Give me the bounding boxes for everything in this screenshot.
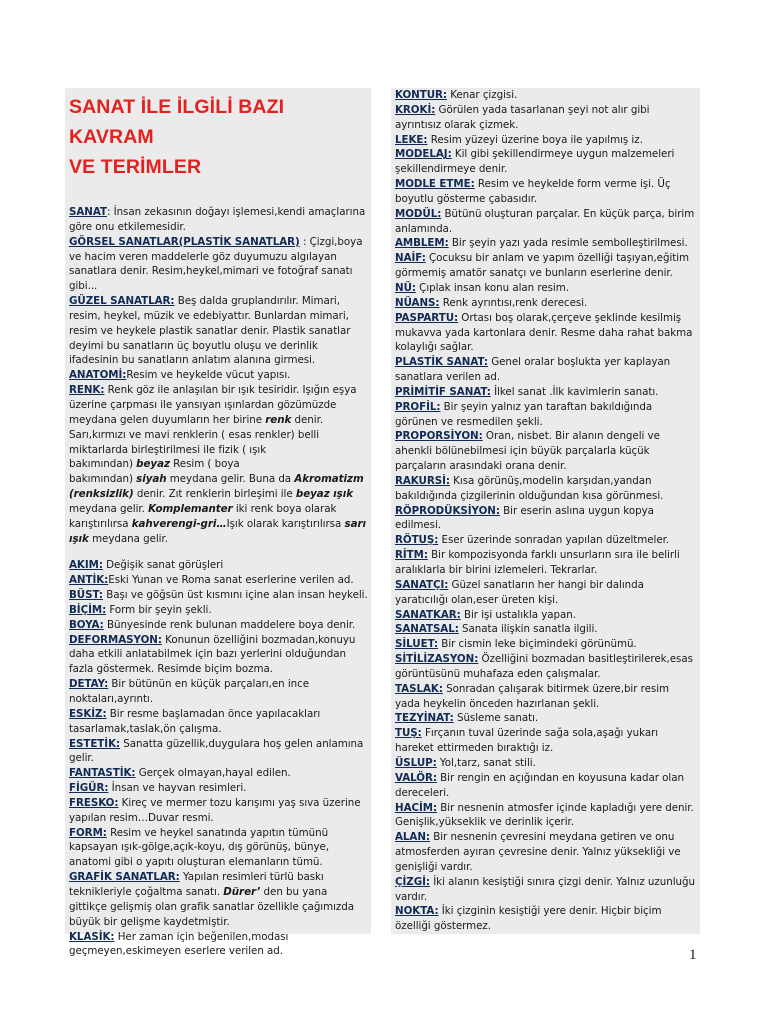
definition: Sanata ilişkin sanatla ilgili. bbox=[458, 623, 598, 636]
definition: Sanatta güzellik,duygulara hoş gelen anlamına gelir. bbox=[69, 737, 364, 765]
text: Işık olarak karıştırılırsa bbox=[226, 517, 345, 530]
glossary-entry bbox=[395, 622, 697, 637]
title-line-1: SANAT İLE İLGİLİ BAZI KAVRAM bbox=[69, 96, 285, 148]
definition: Resim ve heykelde vücut yapısı. bbox=[126, 369, 291, 382]
term: MODELAJ: bbox=[395, 148, 452, 161]
glossary-entry bbox=[395, 652, 697, 682]
definition: İlkel sanat .İlk kavimlerin sanatı. bbox=[490, 385, 659, 398]
glossary-entry-anatomi bbox=[69, 368, 368, 383]
term: ÇİZGİ: bbox=[395, 875, 430, 888]
term: FORM: bbox=[69, 826, 107, 839]
definition: Bir cismin leke biçimindeki görünümü. bbox=[438, 638, 637, 651]
page-number: 1 bbox=[689, 947, 697, 963]
definition: Bir bütünün en küçük parçaları,en ince noktaları,ayrıntı. bbox=[69, 678, 310, 705]
text: meydana gelir. Buna da bbox=[166, 473, 295, 486]
term: RÖTUŞ: bbox=[395, 534, 439, 547]
glossary-entry-gorsel-sanatlar bbox=[69, 235, 368, 294]
term: GRAFİK SANATLAR: bbox=[69, 871, 180, 884]
glossary-entry bbox=[395, 711, 697, 726]
glossary-entry bbox=[395, 726, 697, 756]
glossary-entry-bust bbox=[69, 588, 368, 603]
glossary-entry bbox=[395, 251, 697, 281]
definition: Eser üzerinde sonradan yapılan düzeltmeler. bbox=[438, 534, 670, 547]
term: KLASİK: bbox=[69, 930, 115, 943]
emphasis: sarı ışık bbox=[69, 517, 366, 545]
term: AMBLEM: bbox=[395, 237, 449, 250]
term: ÜSLUP: bbox=[395, 756, 437, 769]
term: VALÖR: bbox=[395, 771, 437, 784]
term: PROFİL: bbox=[395, 400, 441, 413]
glossary-entry bbox=[395, 177, 697, 207]
left-column bbox=[65, 88, 371, 958]
term: NAİF: bbox=[395, 252, 426, 265]
definition: Renk ayrıntısı,renk derecesi. bbox=[439, 296, 588, 309]
glossary-entry bbox=[395, 830, 697, 875]
glossary-entry-form bbox=[69, 826, 368, 871]
glossary-entry bbox=[395, 429, 697, 474]
glossary-entry-eskiz bbox=[69, 707, 368, 737]
definition: Beş dalda gruplandırılır. Mimari, resim, heykel, müzik ve edebiyattır. Bunlardan mimari, resim ve heykele plastik sanatlar denir. Plastik sanatlar deyimi bu sanatların üç boyutlu oluşu ve derinlik ifadesinin bu sanatların anlatım alanına girmesi. bbox=[69, 295, 351, 367]
definition: Kısa görünüş,modelin karşıdan,yandan bakıldığında çizgilerinin olduğundan kısa görünmesi. bbox=[395, 474, 664, 502]
glossary-entry bbox=[395, 236, 697, 251]
emphasis: renk bbox=[265, 413, 292, 426]
term: GÖRSEL SANATLAR(PLASTİK SANATLAR) bbox=[69, 235, 300, 248]
glossary-entry bbox=[395, 385, 697, 400]
definition: Eski Yunan ve Roma sanat eserlerine verilen ad. bbox=[108, 574, 354, 587]
text: bakımından) bbox=[69, 473, 137, 486]
term: ESTETİK: bbox=[69, 737, 121, 750]
glossary-entry bbox=[395, 133, 697, 148]
definition: Bir işi ustalıkla yapan. bbox=[460, 608, 576, 621]
glossary-entry bbox=[395, 311, 697, 356]
emphasis: kahverengi-gri… bbox=[131, 517, 227, 530]
definition: Bünyesinde renk bulunan maddelere boya denir. bbox=[103, 618, 356, 631]
term: PRİMİTİF SANAT: bbox=[395, 385, 491, 398]
glossary-entry bbox=[395, 147, 697, 177]
term: SANATSAL: bbox=[395, 623, 459, 636]
definition: Gerçek olmayan,hayal edilen. bbox=[135, 767, 291, 780]
glossary-entry bbox=[395, 756, 697, 771]
emphasis: beyaz ışık bbox=[295, 488, 354, 501]
glossary-entry bbox=[395, 533, 697, 548]
definition: Genel oralar boşlukta yer kaplayan sanatlara verilen ad. bbox=[395, 356, 671, 384]
glossary-entry-akim bbox=[69, 558, 368, 573]
definition: Ortası boş olarak,çerçeve şeklinde kesilmiş mukavva yada kartonlara denir. Resme daha rahat bakma kolaylığı sağlar. bbox=[395, 311, 693, 354]
term: ALAN: bbox=[395, 831, 430, 844]
term: SANATÇI: bbox=[395, 578, 449, 591]
text: denir. bbox=[291, 413, 324, 426]
definition: Sonradan çalışarak bitirmek üzere,bir resim yada heykelin önceden hazırlanan şekli. bbox=[395, 682, 669, 710]
term: TASLAK: bbox=[395, 682, 443, 695]
glossary-entry-bicim bbox=[69, 603, 368, 618]
term: KROKİ: bbox=[395, 103, 436, 116]
definition: Yol,tarz, sanat stili. bbox=[436, 756, 536, 769]
definition: İnsan ve hayvan resimleri. bbox=[108, 782, 247, 795]
glossary-entry bbox=[395, 281, 697, 296]
definition: Çocuksu bir anlam ve yapım özelliği taşıyan,eğitim görmemiş amatör sanatçı ve bunların eserlerine denir. bbox=[395, 252, 690, 280]
glossary-entry bbox=[395, 103, 697, 133]
emphasis: beyaz bbox=[136, 458, 170, 471]
definition: Kil gibi şekillendirmeye uygun malzemeleri şekillendirmeye denir. bbox=[395, 148, 675, 176]
glossary-entry-grafik-sanatlar bbox=[69, 870, 368, 929]
definition: Renk göz ile anlaşılan bir ışık tesiridir. Işığın eşya üzerine çarpması ile yansıyan ışınlardan gözümüzde meydana gelen duyumların her birine bbox=[69, 384, 357, 426]
glossary-entry-sanat bbox=[69, 205, 368, 235]
term: DEFORMASYON: bbox=[69, 633, 162, 646]
definition: Kenar çizgisi. bbox=[446, 89, 518, 101]
definition: Bir kompozisyonda farklı unsurların sıra ile belirli aralıklarla bir birini izlemeleri. Tekrarlar. bbox=[395, 549, 680, 576]
term: DETAY: bbox=[69, 678, 109, 691]
definition: Güzel sanatların her hangi bir dalında yaratıcılığı olan,eser üreten kişi. bbox=[395, 578, 644, 606]
term: FRESKO: bbox=[69, 796, 119, 809]
definition: Çıplak insan konu alan resim. bbox=[415, 281, 569, 294]
glossary-entry bbox=[395, 637, 697, 652]
term: ANTİK: bbox=[69, 574, 109, 587]
term: BİÇİM: bbox=[69, 603, 107, 616]
term: PASPARTU: bbox=[395, 311, 459, 324]
term: LEKE: bbox=[395, 133, 428, 146]
definition: Bir nesnenin çevresini meydana getiren ve onu atmosferden ayıran çevresine denir. Yalnız yüksekliği ve genişliği vardır. bbox=[395, 831, 681, 873]
text: Resim ( boya bbox=[169, 458, 240, 471]
glossary-entry-estetik bbox=[69, 737, 368, 767]
definition: Bütünü oluşturan parçalar. En küçük parça, birim anlamında. bbox=[395, 207, 695, 235]
glossary-entry bbox=[395, 771, 697, 801]
term: ESKİZ: bbox=[69, 707, 107, 720]
term: FİGÜR: bbox=[69, 782, 109, 795]
definition: Resim ve heykel sanatında yapıtın tümünü kapsayan ışık-gölge,açık-koyu, dış görünüş, bünye, anatomi gibi o yapıtı oluşturan elemanların tümü. bbox=[69, 826, 330, 869]
definition: Resim yüzeyi üzerine boya ile yapılmış iz. bbox=[427, 133, 643, 146]
definition: Resim ve heykelde form verme işi. Üç boyutlu gösterme çabasıdır. bbox=[395, 178, 671, 205]
term: AKIM: bbox=[69, 559, 103, 572]
definition: Form bir şeyin şekli. bbox=[106, 603, 212, 616]
term: SANAT bbox=[69, 206, 107, 218]
definition: Kireç ve mermer tozu karışımı yaş sıva üzerine yapılan resim…Duvar resmi. bbox=[69, 796, 361, 824]
definition: Süsleme sanatı. bbox=[453, 712, 539, 725]
glossary-entry bbox=[395, 578, 697, 608]
definition: Bir şeyin yalnız yan taraftan bakıldığında görünen ve resmedilen şekli. bbox=[395, 400, 653, 428]
page-title bbox=[69, 92, 368, 182]
term: SİTİLİZASYON: bbox=[395, 653, 479, 666]
definition: Yapılan resimleri türlü baskı teknikleriyle çoğaltma sanatı. bbox=[69, 871, 324, 898]
glossary-entry-deformasyon bbox=[69, 633, 368, 678]
definition: Oran, nisbet. Bir alanın dengeli ve ahenkli bölünebilmesi için büyük parçalarla küçük parçaların arasındaki orana denir. bbox=[395, 430, 660, 473]
definition: Bir resme başlamadan önce yapılacakları tasarlamak,taslak,ön çalışma. bbox=[69, 707, 321, 735]
glossary-entry bbox=[395, 88, 697, 103]
term: FANTASTİK: bbox=[69, 767, 136, 780]
term: RENK: bbox=[69, 384, 105, 397]
term: GÜZEL SANATLAR: bbox=[69, 295, 175, 308]
glossary-entry bbox=[395, 207, 697, 237]
text: meydana gelir. bbox=[69, 502, 149, 515]
title-line-2: VE TERİMLER bbox=[69, 156, 202, 178]
glossary-entry bbox=[395, 682, 697, 712]
definition: İki çizginin kesiştiği yere denir. Hiçbir biçim özelliği göstermez. bbox=[395, 905, 662, 933]
glossary-entry-detay bbox=[69, 677, 368, 707]
text: bakımından) bbox=[69, 458, 137, 471]
glossary-entry bbox=[395, 296, 697, 311]
term: ANATOMİ: bbox=[69, 369, 127, 382]
glossary-entry-fantastik bbox=[69, 766, 368, 781]
text: den bu yana gittikçe gelişmiş olan grafik sanatlar özellikle çağımızda büyük bir gelişme kaydetmiştir. bbox=[69, 885, 355, 928]
glossary-entry bbox=[395, 801, 697, 831]
definition: Her zaman için beğenilen,modası geçmeyen,eskimeyen eserlere verilen ad. bbox=[69, 930, 289, 958]
term: SANATKAR: bbox=[395, 608, 461, 621]
term: PLASTİK SANAT: bbox=[395, 356, 488, 369]
term: BOYA: bbox=[69, 618, 104, 631]
definition: Bir eserin aslına uygun kopya edilmesi. bbox=[395, 504, 654, 532]
term: TEZYİNAT: bbox=[395, 712, 454, 725]
term: MODÜL: bbox=[395, 207, 442, 220]
term: RÖPRODÜKSİYON: bbox=[395, 504, 500, 517]
definition: İki alanın kesiştiği sınıra çizgi denir. Yalnız uzunluğu vardır. bbox=[395, 875, 695, 903]
definition: Bir şeyin yazı yada resimle sembolleştirilmesi. bbox=[448, 237, 688, 250]
emphasis: Komplemanter bbox=[148, 502, 233, 515]
emphasis: Akromatizm (renksizlik) bbox=[69, 473, 364, 501]
definition: Fırçanın tuval üzerinde sağa sola,aşağı yukarı hareket ettirmeden bıraktığı iz. bbox=[395, 727, 659, 755]
text: iki renk boya olarak karıştırılırsa bbox=[69, 502, 337, 530]
glossary-entry-klasik bbox=[69, 930, 368, 960]
definition: Bir rengin en açığından en koyusuna kadar olan dereceleri. bbox=[395, 771, 684, 799]
emphasis: siyah bbox=[136, 473, 167, 486]
term: RAKURSİ: bbox=[395, 474, 450, 487]
term: NÜ: bbox=[395, 281, 416, 294]
glossary-entry-antik bbox=[69, 573, 368, 588]
glossary-entry bbox=[395, 548, 697, 578]
term: TUŞ: bbox=[395, 727, 422, 740]
right-column bbox=[391, 88, 700, 934]
definition: Görülen yada tasarlanan şeyi not alır gibi ayrıntısız olarak çizmek. bbox=[395, 103, 650, 131]
glossary-entry bbox=[395, 875, 697, 905]
glossary-entry bbox=[395, 474, 697, 504]
term: PROPORSİYON: bbox=[395, 430, 483, 443]
glossary-entry-renk bbox=[69, 383, 368, 546]
glossary-entry-boya bbox=[69, 618, 368, 633]
term: NÜANS: bbox=[395, 296, 440, 309]
term: SİLUET: bbox=[395, 638, 439, 651]
glossary-entry-fresko bbox=[69, 796, 368, 826]
glossary-entry bbox=[395, 904, 697, 934]
definition: : İnsan zekasının doğayı işlemesi,kendi amaçlarına göre onu etkilemesidir. bbox=[69, 206, 366, 233]
glossary-entry bbox=[395, 355, 697, 385]
term: MODLE ETME: bbox=[395, 178, 475, 191]
emphasis: Dürer’ bbox=[223, 885, 261, 898]
definition: Değişik sanat görüşleri bbox=[102, 559, 224, 572]
term: BÜST: bbox=[69, 589, 103, 602]
definition: Başı ve göğsün üst kısmını içine alan insan heykeli. bbox=[102, 589, 368, 602]
term: KONTUR: bbox=[395, 89, 447, 101]
text: Sarı,kırmızı ve mavi renklerin ( esas renkler) belli miktarlarda birleştirilmesi ile fizik ( ışık bbox=[69, 428, 320, 456]
glossary-entry-figur bbox=[69, 781, 368, 796]
term: NOKTA: bbox=[395, 905, 439, 918]
definition: Konunun özelliğini bozmadan,konuyu daha etkili anlatabilmek için bazı yerlerini olduğundan fazla göstermek. Resimde biçim bozma. bbox=[69, 633, 356, 676]
text: meydana gelir. bbox=[88, 532, 168, 545]
glossary-entry bbox=[395, 504, 697, 534]
glossary-entry bbox=[395, 608, 697, 623]
term: RİTM: bbox=[395, 549, 428, 562]
text: denir. Zıt renklerin birleşimi ile bbox=[133, 488, 296, 501]
definition: Özelliğini bozmadan basitleştirilerek,esas görüntüsünü muhafaza eden çalışmalar. bbox=[395, 653, 693, 680]
definition: : Çizgi,boya ve hacim veren maddelerle göz duyumuzu algılayan sanatlara denir. Resim,heykel,mimari ve fotoğraf sanatı gibi... bbox=[69, 235, 363, 293]
term: HACİM: bbox=[395, 801, 438, 814]
glossary-entry-guzel-sanatlar bbox=[69, 294, 368, 368]
definition: Bir nesnenin atmosfer içinde kapladığı yere denir. Genişlik,yükseklik ve derinlik içerir. bbox=[395, 801, 694, 829]
glossary-entry bbox=[395, 400, 697, 430]
